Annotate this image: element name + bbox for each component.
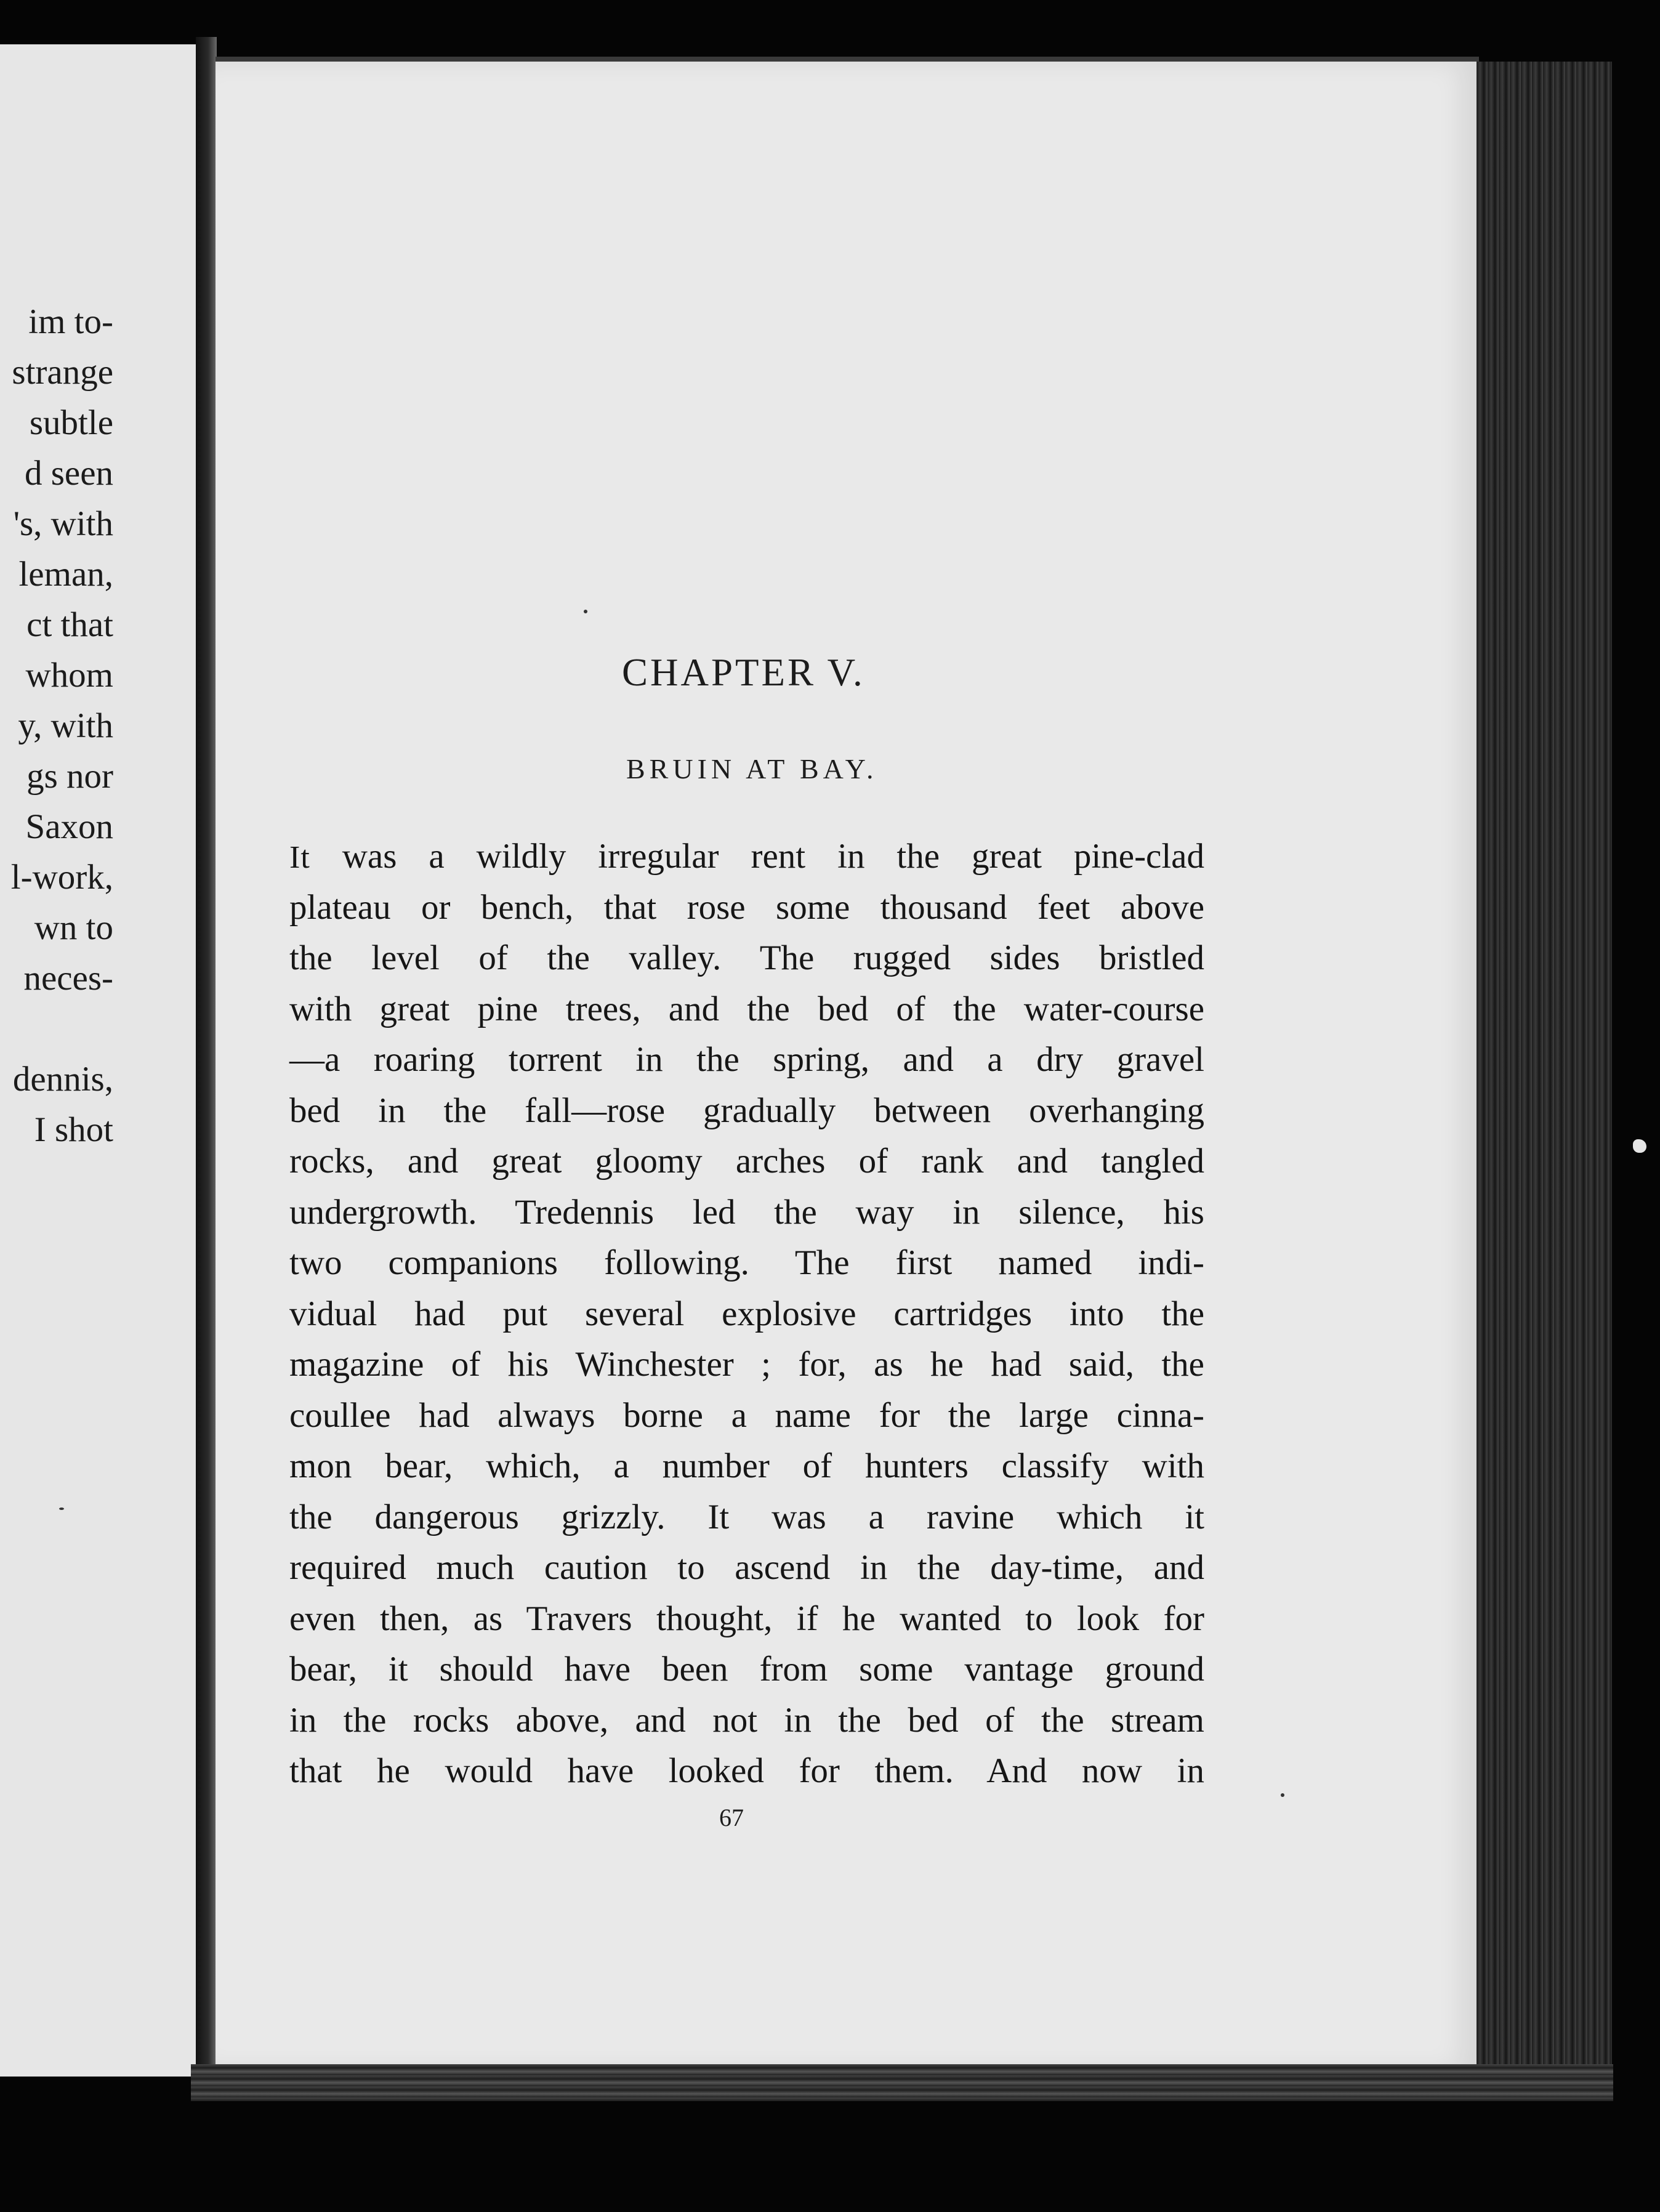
left-line: whom (25, 656, 113, 695)
page-number: 67 (719, 1804, 744, 1831)
left-line: ct that (26, 605, 113, 644)
body-line: rocks, and great gloomy arches of rank and tangled (289, 1142, 1204, 1181)
print-speck (59, 1508, 64, 1510)
body-line: plateau or bench, that rose some thousand feet above (289, 887, 1204, 927)
left-line: wn to (34, 908, 113, 947)
chapter-subtitle: BRUIN AT BAY. (626, 753, 878, 785)
body-line: the dangerous grizzly. It was a ravine which it (289, 1497, 1204, 1536)
left-line: Saxon (25, 807, 113, 846)
left-line: leman, (18, 555, 113, 594)
left-line: strange (12, 353, 113, 392)
body-line: bear, it should have been from some vantage ground (289, 1650, 1204, 1689)
body-line: undergrowth. Tredennis led the way in silence, his (289, 1192, 1204, 1232)
left-line: 's, with (13, 504, 113, 543)
chapter-title: CHAPTER V. (622, 651, 865, 694)
left-line: l-work, (10, 858, 113, 897)
page-edges (1477, 62, 1612, 2094)
print-speck (1281, 1793, 1284, 1797)
body-line: even then, as Travers thought, if he wanted to look for (289, 1599, 1204, 1638)
left-line: d seen (24, 454, 113, 493)
body-line: the level of the valley. The rugged sides bristled (289, 938, 1204, 977)
book-gutter (196, 37, 217, 2088)
body-line: with great pine trees, and the bed of the water-course (289, 989, 1204, 1028)
left-line: y, with (18, 706, 113, 745)
left-line: neces- (23, 959, 113, 998)
left-line: dennis, (12, 1060, 113, 1099)
body-line: bed in the fall—rose gradually between overhanging (289, 1091, 1204, 1130)
left-page-fragment (0, 44, 202, 2077)
body-line: —a roaring torrent in the spring, and a dry gravel (289, 1040, 1204, 1079)
body-line: mon bear, which, a number of hunters classify with (289, 1447, 1204, 1485)
body-line: required much caution to ascend in the day-time, and (289, 1548, 1204, 1587)
first-word: It (289, 840, 310, 875)
left-line: im to- (28, 302, 113, 341)
chapter-body (289, 831, 1204, 1797)
print-speck (584, 610, 587, 613)
left-line: I shot (34, 1110, 113, 1149)
body-line: coullee had always borne a name for the large cinna- (289, 1395, 1204, 1435)
body-line: that he would have looked for them. And now in (289, 1751, 1204, 1790)
body-line (289, 831, 1204, 882)
body-line-text: was a wildly irregular rent in the great pine-clad (310, 837, 1204, 876)
left-line: gs nor (26, 757, 113, 796)
page-bottom-edge (191, 2064, 1613, 2101)
page-tab-mark (1633, 1139, 1646, 1153)
left-line: subtle (29, 403, 113, 442)
body-line: two companions following. The first named indi- (289, 1243, 1204, 1282)
body-line: vidual had put several explosive cartridges into the (289, 1294, 1204, 1333)
body-line: magazine of his Winchester ; for, as he had said, the (289, 1345, 1204, 1384)
body-line: in the rocks above, and not in the bed of the stream (289, 1700, 1204, 1740)
